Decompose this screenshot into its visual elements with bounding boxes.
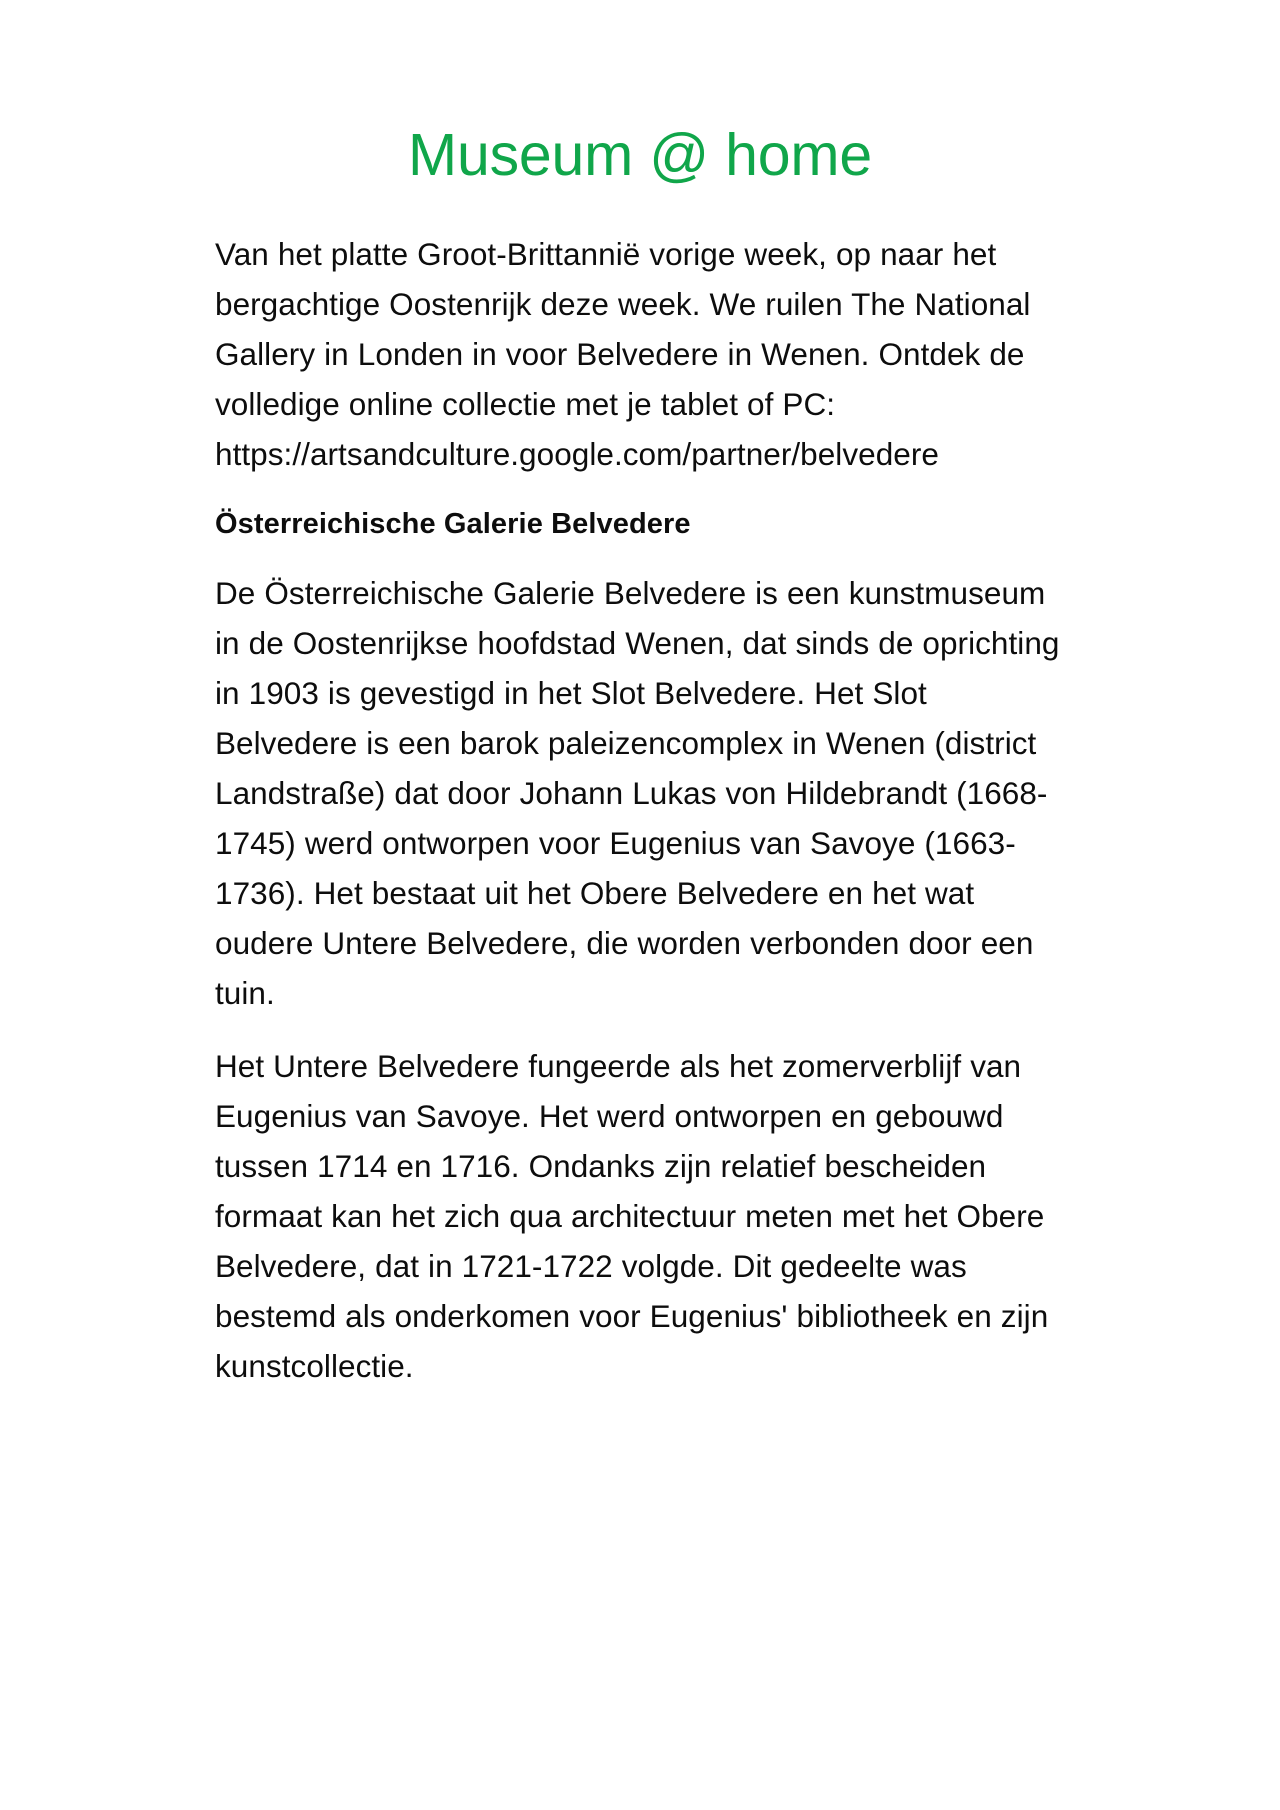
document-body bbox=[210, 229, 1070, 1391]
section-heading-belvedere: Österreichische Galerie Belvedere bbox=[215, 507, 691, 540]
paragraph-untere-belvedere: Het Untere Belvedere fungeerde als het zomerverblijf van Eugenius van Savoye. Het werd ontworpen en gebouwd tussen 1714 en 1716. Ondanks zijn relatief bescheiden formaat kan het zich qua architectuur meten met het Obere Belvedere, dat in 1721-1722 volgde. Dit gedeelte was bestemd als onderkomen voor Eugenius' bibliotheek en zijn kunstcollectie. bbox=[215, 1047, 1049, 1384]
page-title: Museum @ home bbox=[408, 122, 872, 188]
paragraph-museum-history: De Österreichische Galerie Belvedere is een kunstmuseum in de Oostenrijkse hoofdstad Wenen, dat sinds de oprichting in 1903 is gevestigd in het Slot Belvedere. Het Slot Belvedere is een barok paleizencomplex in Wenen (district Landstraße) dat door Johann Lukas von Hildebrandt (1668-1745) werd ontworpen voor Eugenius van Savoye (1663-1736). Het bestaat uit het Obere Belvedere en het wat oudere Untere Belvedere, die worden verbonden door een tuin. bbox=[215, 574, 1060, 1011]
intro-paragraph: Van het platte Groot-Brittannië vorige week, op naar het bergachtige Oostenrijk deze week. We ruilen The National Gallery in Londen in voor Belvedere in Wenen. Ontdek de volledige online collectie met je tablet of PC: https://artsandculture.google.com/partner/belvedere bbox=[215, 235, 1031, 472]
